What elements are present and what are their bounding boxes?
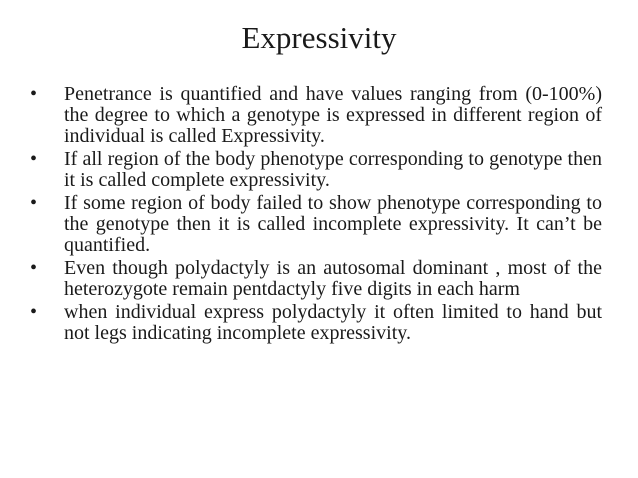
bullet-item-polydactyly-dominant <box>30 258 602 300</box>
bullet-text: If some region of body failed to show phenotype corresponding to the genotype then it is called incomplete expressivity. It can’t be quantified. <box>64 192 602 256</box>
bullet-text: when individual express polydactyly it often limited to hand but not legs indicating incomplete expressivity. <box>64 301 602 344</box>
bullet-dot-icon: • <box>30 83 38 105</box>
bullet-text: Even though polydactyly is an autosomal dominant , most of the heterozygote remain pentdactyly five digits in each harm <box>64 257 602 300</box>
slide-title: Expressivity <box>241 20 397 55</box>
bullet-text: If all region of the body phenotype corresponding to genotype then it is called complete expressivity. <box>64 148 602 191</box>
bullet-dot-icon: • <box>30 148 38 170</box>
bullet-list <box>30 84 602 346</box>
bullet-item-penetrance <box>30 84 602 147</box>
bullet-dot-icon: • <box>30 192 38 214</box>
bullet-dot-icon: • <box>30 301 38 323</box>
bullet-item-complete-expressivity <box>30 149 602 191</box>
bullet-item-incomplete-expressivity <box>30 193 602 256</box>
bullet-item-polydactyly-hands <box>30 302 602 344</box>
bullet-dot-icon: • <box>30 257 38 279</box>
bullet-text: Penetrance is quantified and have values ranging from (0-100%) the degree to which a genotype is expressed in different region of individual is called Expressivity. <box>64 83 602 147</box>
